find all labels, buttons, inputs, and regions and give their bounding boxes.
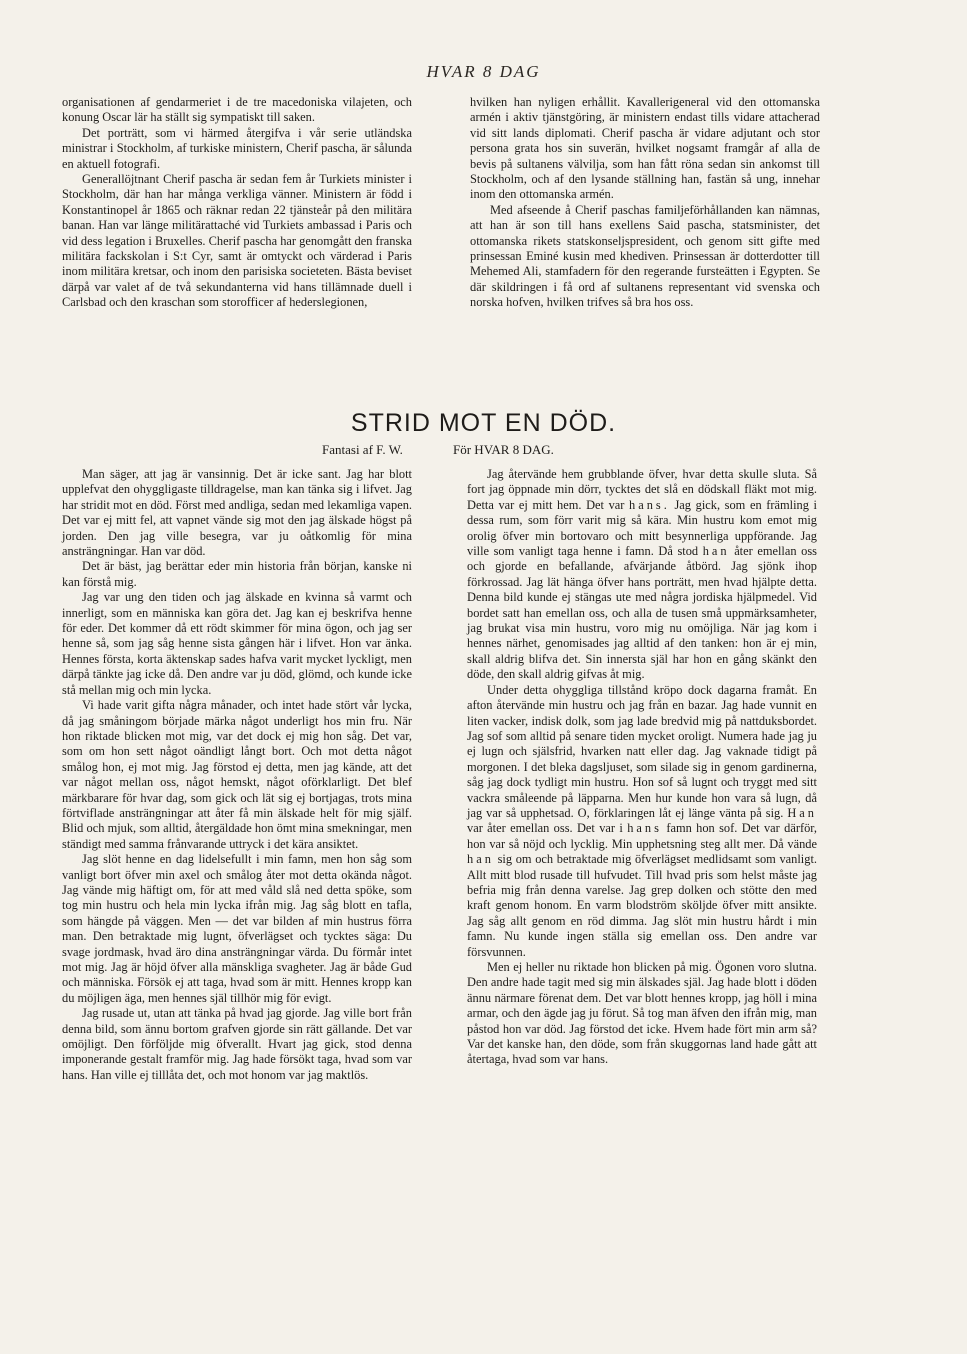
paragraph: Det är bäst, jag berättar eder min historia från början, kanske ni kan förstå mig. [62, 559, 412, 589]
paragraph: Det porträtt, som vi härmed återgifva i vår serie utländska ministrar i Stockholm, af turkiske ministern, Cherif pascha, är sålunda en aktuell fotografi. [62, 125, 412, 171]
paragraph [467, 683, 817, 960]
paragraph: organisationen af gendarmeriet i de tre macedoniska vilajeten, och konung Oscar lär ha ställt sig sympatiskt till saken. [62, 95, 412, 125]
story-source: För HVAR 8 DAG. [453, 442, 554, 457]
article-column-top-right [470, 95, 820, 311]
paragraph: Generallöjtnant Cherif pascha är sedan fem år Turkiets minister i Stockholm, där han har många verkliga vänner. Ministern är född i Konstantinopel år 1865 och räknar redan 22 tjänsteår på den militära banan. Han var länge militärattaché vid Turkiets ambassad i Paris och vid dess legation i Bruxelles. Cherif pascha har genomgått den franska militära fackskolan i S:t Cyr, samt är omtyckt och värderad i Paris inom militära kretsar, och inom den parisiska societeten. Bästa beviset därpå var valet af de två sekundanterna vid hans tillämnade duell i Carlsbad och den kraschan som storofficer af hederslegionen, [62, 172, 412, 310]
text-run: famn hon sof. Det var därför, hon var så nöjd och lycklig. Min upphetsning steg allt mer. Då vände [467, 821, 817, 851]
emphasis-text: hans. [629, 497, 670, 512]
story-byline: Fantasi af F. W. [322, 442, 403, 457]
emphasis-text: Han [787, 805, 817, 820]
text-run: Jag återvände hem grubblande öfver, hvar detta skulle sluta. Så fort jag öppnade min dörr, tycktes det slå en dödskall fläkt mot mig. Detta var ej mitt hem. Det var [467, 467, 817, 512]
paragraph: Men ej heller nu riktade hon blicken på mig. Ögonen voro slutna. Den andre hade tagit med sig min älskades själ. Jag hade blott i döden ännu närmare förenat dem. Det var blott hennes kropp, jag höll i mina armar, och den ägde jag ju förut. Så tog man äfven den ifrån mig, man påstod hon var död. Jag förstod det icke. Hvem hade fört min arm så? Var det kanske han, den döde, som från skuggornas land hade gått att återtaga, hvad som var hans. [467, 960, 817, 1067]
emphasis-text: hans [627, 821, 662, 836]
story-column-left [62, 467, 412, 1083]
paragraph [467, 467, 817, 683]
paragraph: Vi hade varit gifta några månader, och intet hade stört vår lycka, då jag småningom började märka något underligt hos min fru. När hon riktade blicken mot mig, var det dock ej mig hon såg. Det var, som om hon sett något oändligt långt bort. Och mot detta något smålog hon, ej mot mig. Jag förstod ej detta, men jag kände, att det var något mellan oss, något hemskt, något oförklarligt. Det blef märkbarare för hvar dag, som gick och lät sig ej bortjagas, trots mina förtviflade ansträngningar att åter få min älskade helt för mig själf. Blid och mjuk, som alltid, återgäldade hon ömt mina smekningar, men ständigt med samma frånvarande uttryck i det kära ansiktet. [62, 698, 412, 851]
paragraph: Jag slöt henne en dag lidelsefullt i min famn, men hon såg som vanligt bort öfver min axel och smålog åter mot detta okända något. Jag vände mig häftigt om, för att med våld slå ned detta spöke, som tog min hustru och hela min lycka ifrån mig. Jag såg blott en tafla, som hängde på väggen. Men — det var bilden af min hustrus förra man. Den betraktade mig lugnt, öfverlägset och tycktes säga: Du svage jordmask, hvad äro dina ansträngningar värda. Du förmår intet mot mig. Jag är höjd öfver alla mänskliga svagheter. Jag är både Gud och människa. Försök ej att taga, hvad som är mitt. Hennes kropp kan du möjligen äga, men hennes själ tillhör mig för evigt. [62, 852, 412, 1005]
emphasis-text: han [467, 852, 494, 867]
text-run: Jag gick, som en främling i dessa rum, som förr varit mig så kära. Min hustru kom emot mig orolig öfver min bortovaro och mitt besynnerliga uppförande. Jag ville som vanligt taga henne i famn. Då stod [467, 497, 817, 559]
text-run: Under detta ohyggliga tillstånd kröpo dock dagarna framåt. En afton återvände min hustru och jag från en bazar. Jag hade vunnit en liten vacker, indisk dolk, som jag lade bredvid mig på nattduksbordet. Jag sof som alltid på senare tiden mycket oroligt. Numera hade jag ju ej lugn och själsfrid, hvarken natt eller dag. Jag vaknade tidigt på morgonen. I det bleka dagsljuset, som silade sig in genom gardinerna, såg jag dock tydligt min hustru. Hon sof så lugnt och tryggt med sitt vackra småleende på läpparna. Men hur kunde hon vara så lugn, då jag var så upphetsad. O, förklaringen låt ej länge vänta på sig. [467, 682, 817, 820]
page-header: HVAR 8 DAG [426, 62, 541, 81]
emphasis-text: han [702, 544, 730, 559]
paragraph: Man säger, att jag är vansinnig. Det är icke sant. Jag har blott upplefvat den ohyggligaste tilldragelse, man kan tänka sig i lifvet. Jag har stridit mot en död. Först med andliga, sedan med lekamliga vapen. Det var ej mitt fel, att vapnet vände sig mot den jag älskade högst på jorden. Den jag ville besegra, var ju oåtkomlig för mina ansträngningar. Han var död. [62, 467, 412, 559]
paragraph: Jag rusade ut, utan att tänka på hvad jag gjorde. Jag ville bort från denna bild, som ännu bortom grafven gjorde sin rätt gällande. Det var omöjligt. Den förföljde mig öfverallt. Hvart jag gick, stod denna imponerande gestalt framför mig. Jag hade försökt taga, hvad som var hans. Han ville ej tilllåta det, och mot honom var jag maktlös. [62, 1006, 412, 1082]
paragraph: Med afseende å Cherif paschas familjeförhållanden kan nämnas, att han är son till hans exellens Said pascha, statsminister, det ottomanska rikets statskonseljspresident, och genom sitt gifte med prinsessan Eminé kusin med khediven. Prinsessan är dotterdotter till Mehemed Ali, stamfadern för den regerande fursteätten i Egypten. Se där skildringen i få ord af sultanens representant vid svenska och norska hofven, hvilken trifves så bra hos oss. [470, 202, 820, 310]
text-run: åter emellan oss och gjorde en befallande, afvärjande åtbörd. Jag sjönk ihop förkrossad. Jag lät hänga öfver hans porträtt, men hvad hjälpte detta. Denna bild kunde ej stängas ute med några jordiska hjälpmedel. Vid bordet satt han emellan oss, och alla de tusen små uppmärksamheter, jag brukat visa min hustru, voro mig nu omöjliga. När jag kom i hennes närhet, genomisades jag alltid af den tanken: hon är ej min, skall aldrig blifva det. Sin innersta själ har hon en gång skänkt den döde, den skall aldrig gifvas åt mig. [467, 544, 817, 682]
story-column-right [467, 467, 817, 1068]
article-column-top-left [62, 95, 412, 311]
paragraph: Jag var ung den tiden och jag älskade en kvinna så varmt och innerligt, som en människa kan göra det. Jag kan ej beskrifva henne för eder. Det kommer då ett rödt skimmer för mina ögon, och jag ser henne så, som jag såg henne sista gången här i lifvet. Hon var änka. Hennes första, korta äktenskap sades hafva varit mycket lyckligt, men därpå tänkte jag icke då. Den andre var ju död, glömd, och kunde icke stå mellan mig och min lycka. [62, 590, 412, 697]
text-run: var åter emellan oss. Det var i [467, 821, 623, 836]
text-run: sig om och betraktade mig öfverlägset medlidsamt som vanligt. Allt mitt blod rusade till hufvudet. Till hvad pris som helst måste jag befria mig från denna varelse. Jag grep dolken och stötte den med kraft genom honom. En varm blodström sköljde öfver mitt ansikte. Jag såg allt genom en röd dimma. Jag slöt min hustru hårdt i min famn. Nu kunde ingen ställa sig emellan oss. Den andre var försvunnen. [467, 852, 817, 959]
story-title: STRID MOT EN DÖD. [350, 409, 617, 437]
paragraph: hvilken han nyligen erhållit. Kavallerigeneral vid den ottomanska armén i aktiv tjänstgöring, är ministern endast tills vidare attacherad vid sitt lands diplomati. Cherif pascha är vidare adjutant och stor persona grata hos sin suverän, hvilket nogsamt framgår af alla de bevis på sultanens välvilja, som han fått röna sedan sin ankomst till Stockholm, och af den lysande ställning han, fastän så ung, innehar inom den ottomanska armén. [470, 95, 820, 202]
